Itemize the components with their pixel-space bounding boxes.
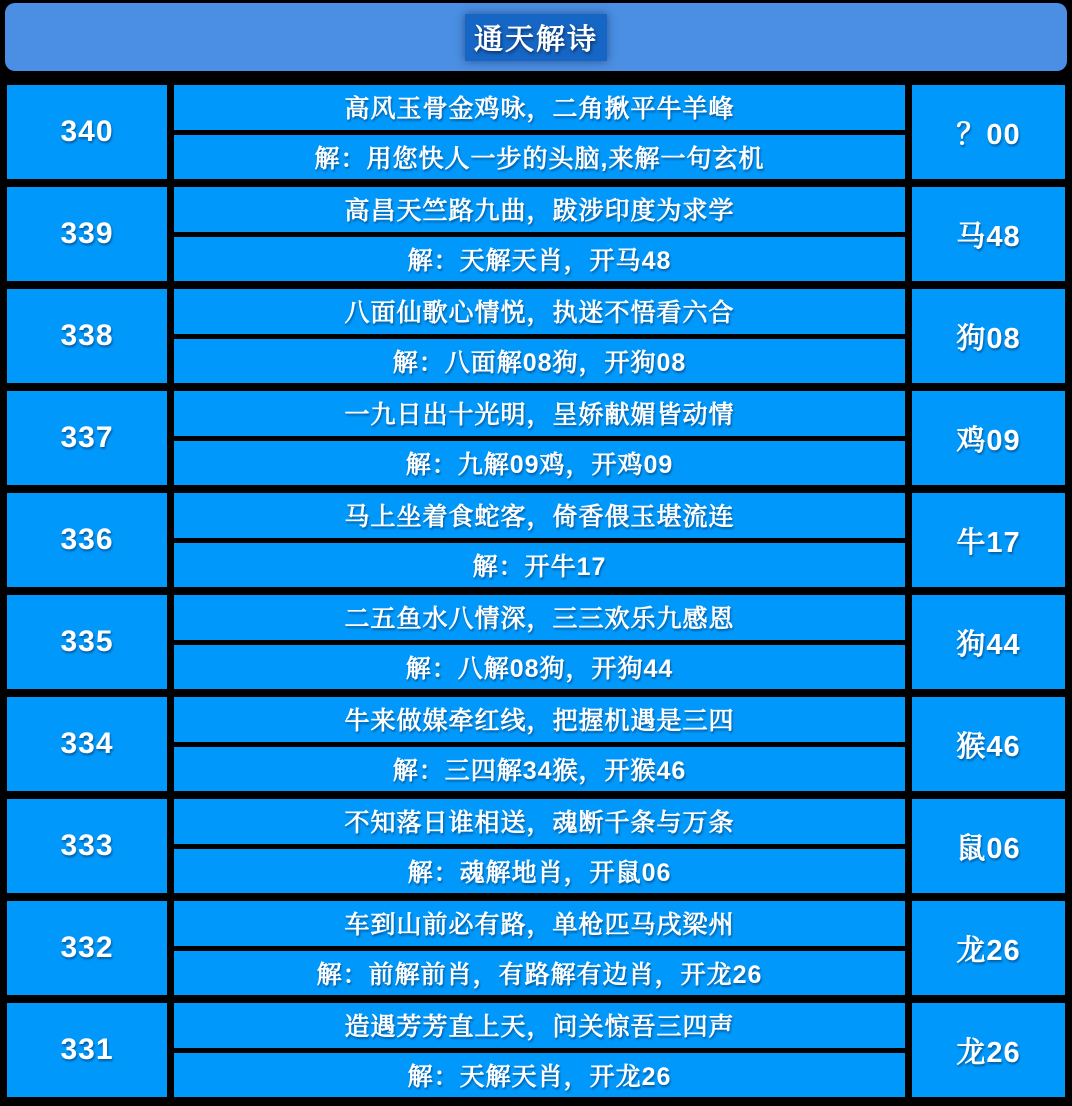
poem-answer-cell bbox=[174, 1003, 905, 1097]
poem-text: 不知落日谁相送，魂断千条与万条 bbox=[174, 799, 905, 844]
issue-number-cell: 339 bbox=[7, 187, 167, 281]
poem-answer-cell bbox=[174, 85, 905, 179]
poem-answer-cell bbox=[174, 289, 905, 383]
table-row bbox=[7, 1003, 1065, 1097]
table-row bbox=[7, 187, 1065, 281]
poem-text: 一九日出十光明，呈娇献媚皆动情 bbox=[174, 391, 905, 436]
poem-answer-cell bbox=[174, 799, 905, 893]
page-title: 通天解诗 bbox=[465, 14, 607, 61]
poem-text: 马上坐着食蛇客，倚香偎玉堪流连 bbox=[174, 493, 905, 538]
poem-text: 牛来做媒牵红线，把握机遇是三四 bbox=[174, 697, 905, 742]
answer-text: 解：八面解08狗，开狗08 bbox=[174, 339, 905, 384]
issue-number-cell: 334 bbox=[7, 697, 167, 791]
poem-answer-cell bbox=[174, 595, 905, 689]
issue-number-cell: 333 bbox=[7, 799, 167, 893]
answer-text: 解：三四解34猴，开猴46 bbox=[174, 747, 905, 792]
answer-text: 解：天解天肖，开马48 bbox=[174, 237, 905, 282]
result-cell: 猴46 bbox=[912, 697, 1065, 791]
answer-text: 解：用您快人一步的头脑,来解一句玄机 bbox=[174, 135, 905, 180]
poem-answer-cell bbox=[174, 493, 905, 587]
result-cell: 龙26 bbox=[912, 1003, 1065, 1097]
answer-text: 解：开牛17 bbox=[174, 543, 905, 588]
poem-text: 八面仙歌心情悦，执迷不悟看六合 bbox=[174, 289, 905, 334]
result-cell: 牛17 bbox=[912, 493, 1065, 587]
poem-text: 高昌天竺路九曲，跋涉印度为求学 bbox=[174, 187, 905, 232]
issue-number-cell: 340 bbox=[7, 85, 167, 179]
answer-text: 解：九解09鸡，开鸡09 bbox=[174, 441, 905, 486]
table-row bbox=[7, 799, 1065, 893]
poem-text: 二五鱼水八情深，三三欢乐九感恩 bbox=[174, 595, 905, 640]
table-row bbox=[7, 289, 1065, 383]
table-row bbox=[7, 391, 1065, 485]
poem-text: 车到山前必有路，单枪匹马戌梁州 bbox=[174, 901, 905, 946]
poem-answer-cell bbox=[174, 391, 905, 485]
result-cell: ？00 bbox=[912, 85, 1065, 179]
poem-table bbox=[7, 85, 1065, 1097]
answer-text: 解：前解前肖，有路解有边肖，开龙26 bbox=[174, 951, 905, 996]
issue-number-cell: 337 bbox=[7, 391, 167, 485]
result-cell: 狗08 bbox=[912, 289, 1065, 383]
poem-answer-cell bbox=[174, 901, 905, 995]
result-cell: 龙26 bbox=[912, 901, 1065, 995]
issue-number-cell: 338 bbox=[7, 289, 167, 383]
answer-text: 解：天解天肖，开龙26 bbox=[174, 1053, 905, 1098]
page-header-bar bbox=[5, 3, 1067, 71]
issue-number-cell: 335 bbox=[7, 595, 167, 689]
result-cell: 狗44 bbox=[912, 595, 1065, 689]
result-cell: 鸡09 bbox=[912, 391, 1065, 485]
poem-text: 造遇芳芳直上天，问关惊吾三四声 bbox=[174, 1003, 905, 1048]
answer-text: 解：魂解地肖，开鼠06 bbox=[174, 849, 905, 894]
issue-number-cell: 331 bbox=[7, 1003, 167, 1097]
table-row bbox=[7, 901, 1065, 995]
table-row bbox=[7, 595, 1065, 689]
poem-answer-cell bbox=[174, 187, 905, 281]
issue-number-cell: 332 bbox=[7, 901, 167, 995]
result-cell: 马48 bbox=[912, 187, 1065, 281]
answer-text: 解：八解08狗，开狗44 bbox=[174, 645, 905, 690]
poem-text: 高风玉骨金鸡咏，二角揪平牛羊峰 bbox=[174, 85, 905, 130]
table-row bbox=[7, 85, 1065, 179]
table-row bbox=[7, 493, 1065, 587]
issue-number-cell: 336 bbox=[7, 493, 167, 587]
table-row bbox=[7, 697, 1065, 791]
result-cell: 鼠06 bbox=[912, 799, 1065, 893]
poem-answer-cell bbox=[174, 697, 905, 791]
